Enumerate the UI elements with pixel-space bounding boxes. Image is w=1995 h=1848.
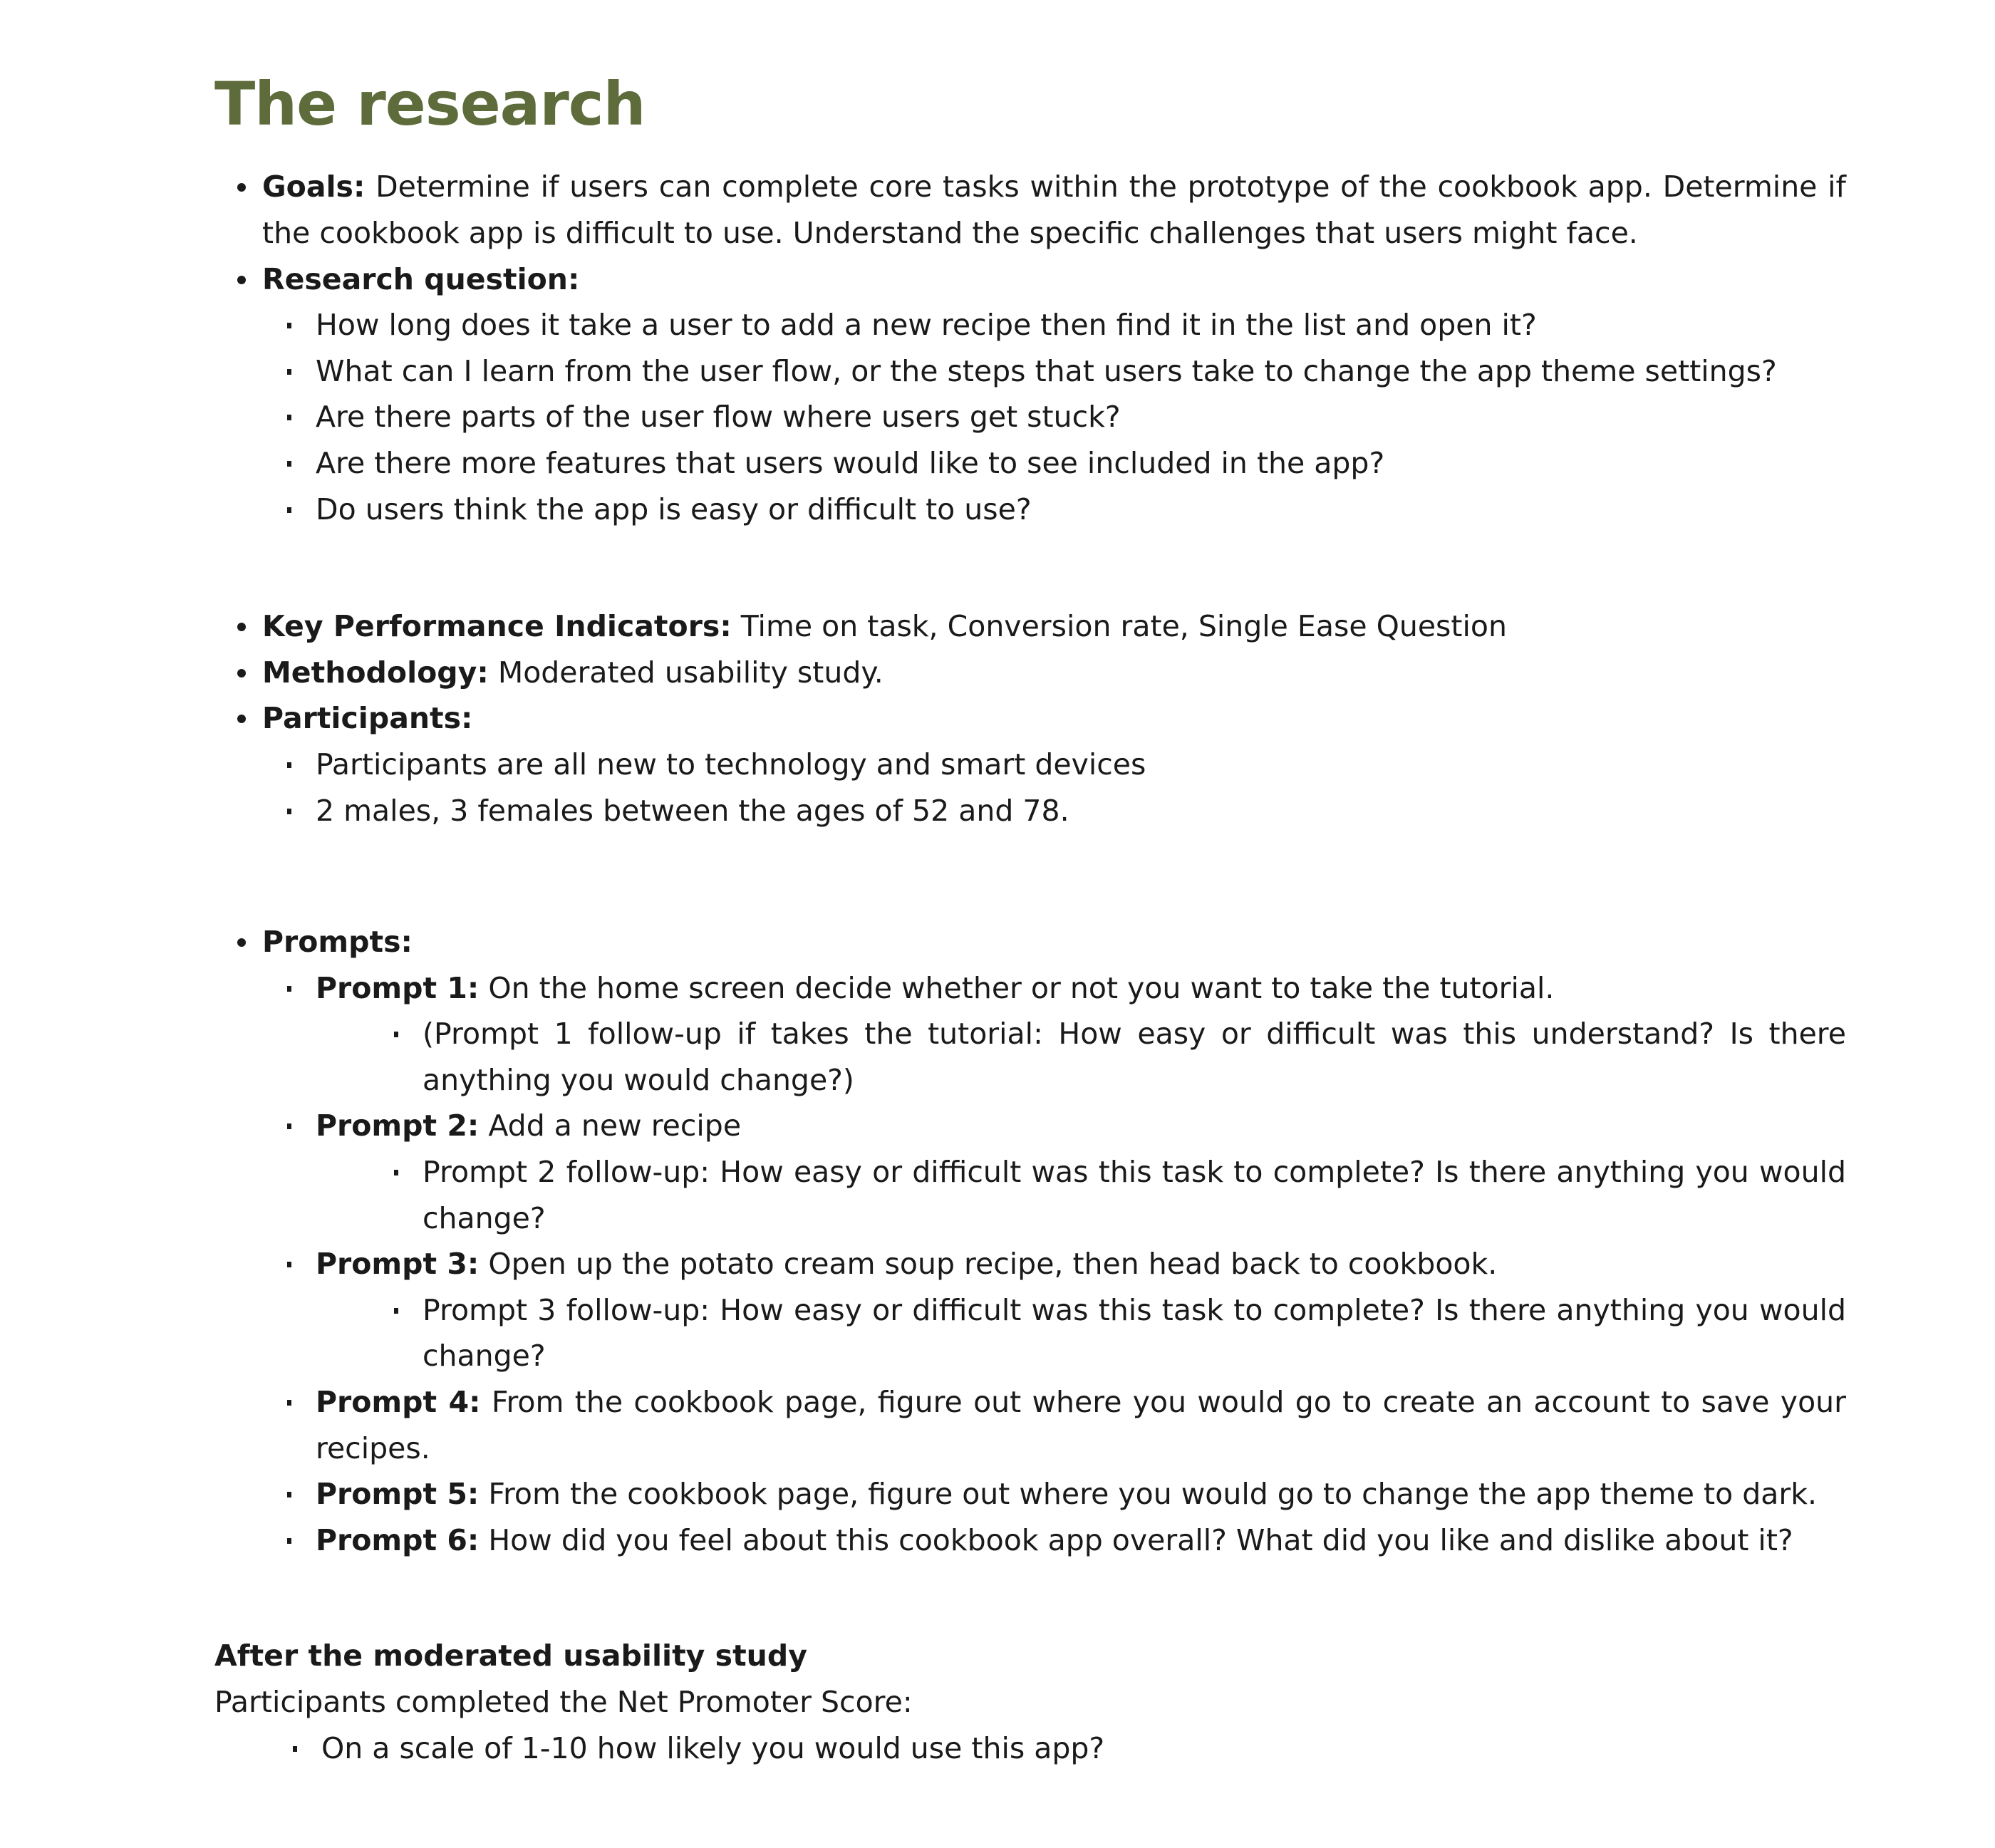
spacer xyxy=(214,834,1846,919)
goals-item xyxy=(214,164,1846,256)
prompt-text: From the cookbook page, figure out where you would go to create an account to save your recipes. xyxy=(316,1385,1846,1465)
prompt-item xyxy=(262,965,1846,1104)
research-list-top xyxy=(214,164,1846,532)
prompt-item xyxy=(262,1103,1846,1241)
prompt-text: Open up the potato cream soup recipe, then head back to cookbook. xyxy=(479,1247,1498,1282)
document-page xyxy=(214,71,1846,1771)
kpi-text: Time on task, Conversion rate, Single Ease Question xyxy=(731,609,1507,644)
list-item: What can I learn from the user flow, or the steps that users take to change the app theme settings? xyxy=(262,348,1846,395)
prompt-label: Prompt 5: xyxy=(316,1477,480,1512)
list-item: How long does it take a user to add a new recipe then find it in the list and open it? xyxy=(262,302,1846,348)
prompts-label: Prompts: xyxy=(262,925,413,960)
methodology-text: Moderated usability study. xyxy=(488,655,884,690)
prompt-label: Prompt 2: xyxy=(316,1109,480,1143)
methodology-label: Methodology: xyxy=(262,655,489,690)
after-study-list xyxy=(214,1725,1846,1772)
research-list-middle xyxy=(214,603,1846,834)
research-question-label: Research question: xyxy=(262,261,580,296)
list-item: Are there more features that users would like to see included in the app? xyxy=(262,440,1846,487)
participants-label: Participants: xyxy=(262,701,473,736)
prompt-text: Add a new recipe xyxy=(479,1109,742,1143)
participants-list xyxy=(262,742,1846,834)
prompts-list xyxy=(262,965,1846,1564)
prompt-followup: (Prompt 1 follow-up if takes the tutorial: How easy or difficult was this understand? Is there anything you would change?) xyxy=(316,1011,1846,1103)
list-item: Do users think the app is easy or difficult to use? xyxy=(262,487,1846,533)
prompt-followup-list xyxy=(316,1149,1846,1241)
participants-item xyxy=(214,695,1846,834)
prompt-followup-list xyxy=(316,1287,1846,1379)
prompt-item xyxy=(262,1241,1846,1379)
research-question-item xyxy=(214,256,1846,533)
prompt-followup-list xyxy=(316,1011,1846,1103)
spacer xyxy=(214,1563,1846,1633)
spacer xyxy=(214,532,1846,603)
methodology-item xyxy=(214,650,1846,696)
list-item: Are there parts of the user flow where users get stuck? xyxy=(262,394,1846,440)
goals-label: Goals: xyxy=(262,170,366,204)
after-study-text: Participants completed the Net Promoter Score: xyxy=(214,1685,913,1720)
prompt-label: Prompt 4: xyxy=(316,1385,481,1420)
list-item: 2 males, 3 females between the ages of 52 and 78. xyxy=(262,788,1846,834)
prompt-followup: Prompt 2 follow-up: How easy or difficult was this task to complete? Is there anything you would change? xyxy=(316,1149,1846,1241)
list-item: On a scale of 1-10 how likely you would use this app? xyxy=(214,1725,1846,1772)
prompt-text: How did you feel about this cookbook app overall? What did you like and dislike about it? xyxy=(479,1522,1793,1557)
prompt-item xyxy=(262,1379,1846,1471)
prompt-text: From the cookbook page, figure out where you would go to change the app theme to dark. xyxy=(479,1477,1818,1512)
prompt-label: Prompt 1: xyxy=(316,970,480,1005)
prompt-item xyxy=(262,1471,1846,1517)
goals-text: Determine if users can complete core tasks within the prototype of the cookbook app. Determine if the cookbook app is difficult to use. Understand the specific challenges that users might face. xyxy=(262,170,1846,250)
page-title: The research xyxy=(214,69,646,139)
prompts-item xyxy=(214,919,1846,1563)
prompt-label: Prompt 3: xyxy=(316,1247,480,1282)
prompt-text: On the home screen decide whether or not you want to take the tutorial. xyxy=(479,970,1555,1005)
research-list-prompts xyxy=(214,919,1846,1563)
prompt-item xyxy=(262,1517,1846,1564)
list-item: Participants are all new to technology and smart devices xyxy=(262,742,1846,788)
kpi-label: Key Performance Indicators: xyxy=(262,609,732,644)
research-question-list xyxy=(262,302,1846,532)
prompt-label: Prompt 6: xyxy=(316,1522,480,1557)
prompt-followup: Prompt 3 follow-up: How easy or difficult was this task to complete? Is there anything you would change? xyxy=(316,1287,1846,1379)
after-study-heading: After the moderated usability study xyxy=(214,1639,807,1673)
kpi-item xyxy=(214,603,1846,650)
